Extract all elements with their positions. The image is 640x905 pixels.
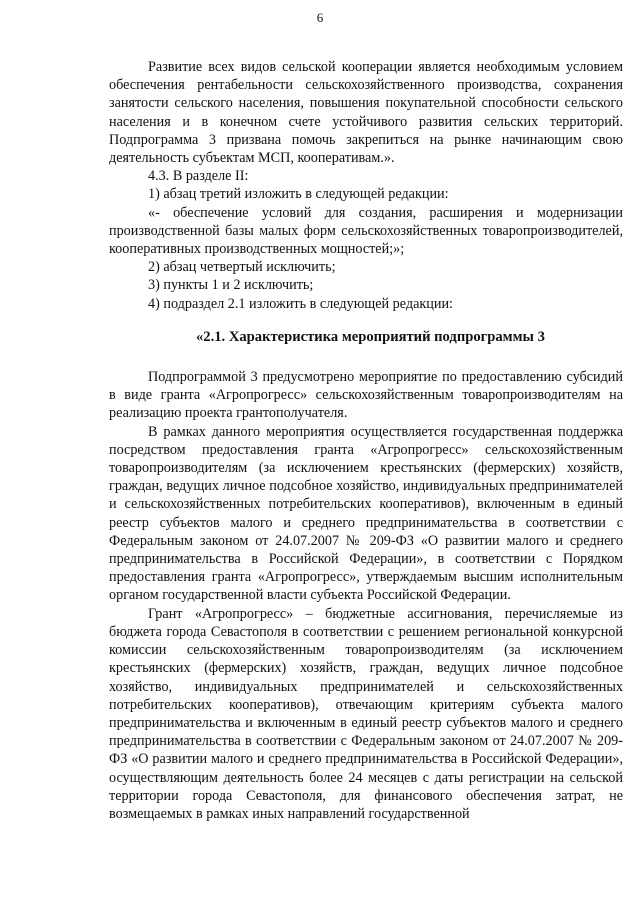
paragraph-item-4: 4) подраздел 2.1 изложить в следующей редакции: [148, 295, 453, 312]
paragraph-state-support: В рамках данного мероприятия осуществляется государственная поддержка посредством предоставления гранта «Агропрогресс» сельскохозяйственным товаропроизводителям (за исключением крестьянских (фермерских) хозяйств, граждан, ведущих личное подсобное хозяйство, индивидуальных предпринимателей и сельскохозяйственных потребительских кооперативов), включенным в единый реестр субъектов малого и среднего предпринимательства в соответствии с Федеральным законом от 24.07.2007 № 209-ФЗ «О развитии малого и среднего предпринимательства в Российской Федерации», в соответствии с Порядком предоставления гранта «Агропрогресс», утверждаемым высшим исполнительным органом государственной власти субъекта Российской Федерации. [109, 423, 623, 604]
paragraph-cooperation: Развитие всех видов сельской кооперации является необходимым условием обеспечения рентабельности сельскохозяйственного производства, сохранения занятости сельского населения, повышения покупательной способности сельского населения и в конечном счете устойчивого развития сельских территорий. Подпрограмма 3 призвана помочь закрепиться на рынке начинающим свою деятельность субъектам МСП, кооперативам.». [109, 59, 623, 167]
document-body [109, 58, 623, 823]
paragraph-item-3: 3) пункты 1 и 2 исключить; [148, 277, 314, 294]
section-heading: «2.1. Характеристика мероприятий подпрограммы 3 [196, 328, 545, 345]
paragraph-grant-definition: Грант «Агропрогресс» – бюджетные ассигнования, перечисляемые из бюджета города Севастополя в соответствии с решением региональной конкурсной комиссии сельскохозяйственным товаропроизводителям (за исключением крестьянских (фермерских) хозяйств, граждан, ведущих личное подсобное хозяйство, индивидуальных предпринимателей и сельскохозяйственных потребительских кооперативов), отвечающим критериям субъекта малого предпринимательства и включенным в единый реестр субъектов малого и среднего предпринимательства в соответствии с Федеральным законом от 24.07.2007 № 209-ФЗ «О развитии малого и среднего предпринимательства в Российской Федерации», осуществляющим деятельность более 24 месяцев с даты регистрации на сельской территории города Севастополя, для финансового обеспечения затрат, не возмещаемых в рамках иных направлений государственной [109, 605, 623, 822]
paragraph-section-4-3: 4.3. В разделе II: [148, 168, 249, 185]
paragraph-item-1: 1) абзац третий изложить в следующей редакции: [148, 186, 449, 203]
page-number: 6 [316, 10, 324, 25]
paragraph-item-2: 2) абзац четвертый исключить; [148, 259, 336, 276]
paragraph-subprogram-3: Подпрограммой 3 предусмотрено мероприятие по предоставлению субсидий в виде гранта «Агропрогресс» сельскохозяйственным товаропроизводителям на реализацию проекта грантополучателя. [109, 369, 623, 422]
paragraph-quoted-provision: «- обеспечение условий для создания, расширения и модернизации производственной базы малых форм сельскохозяйственных товаропроизводителей, кооперативных производственных мощностей;»; [109, 204, 623, 258]
